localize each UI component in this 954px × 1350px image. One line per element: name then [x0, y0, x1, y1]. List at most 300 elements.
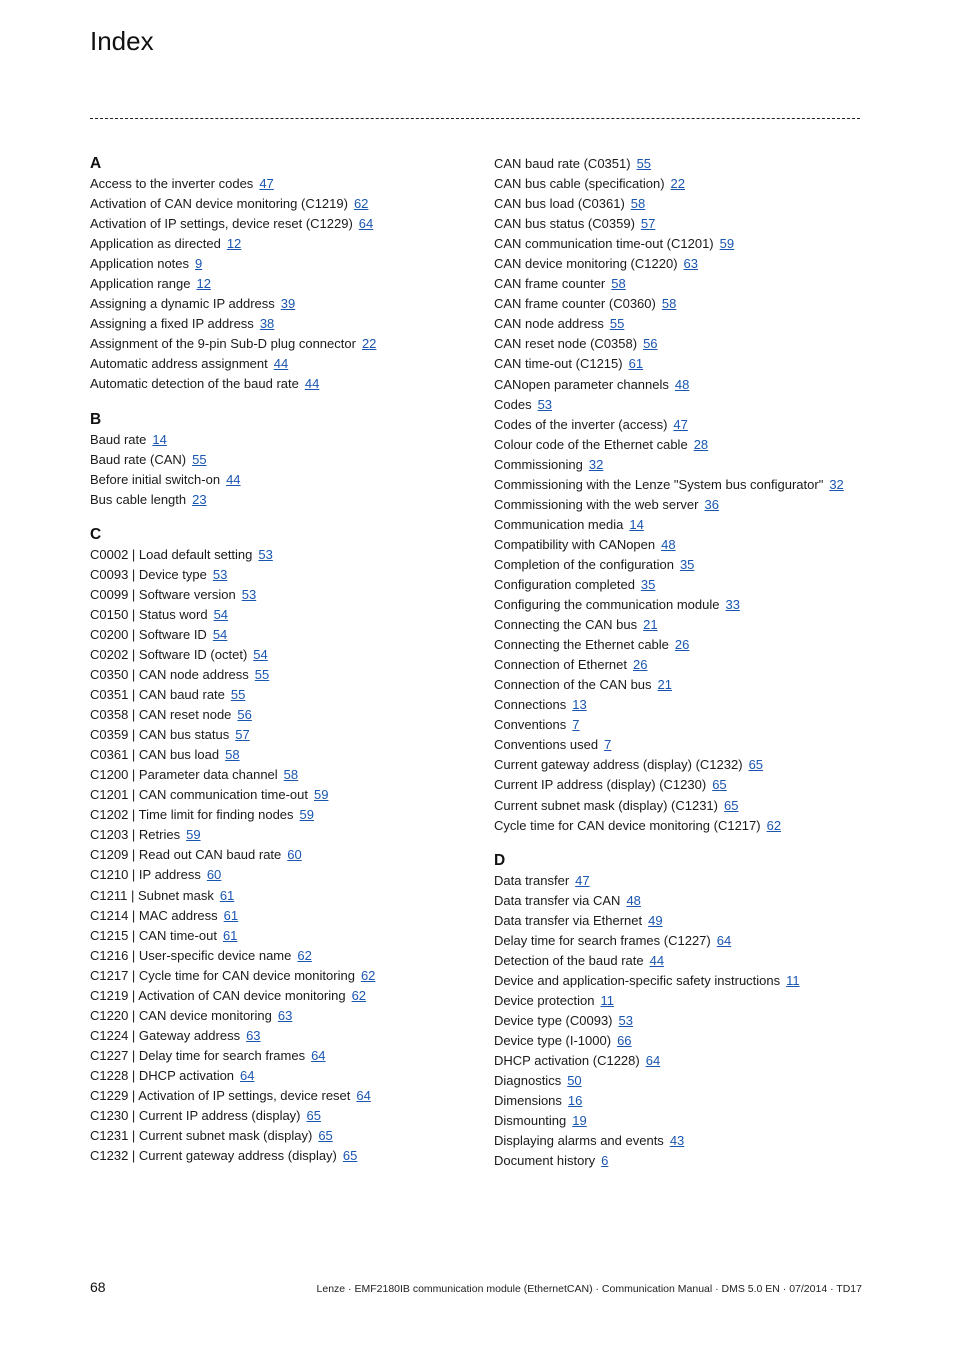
index-entry: [90, 354, 480, 374]
section-letter: D: [494, 851, 506, 869]
page-link[interactable]: 53: [241, 586, 257, 602]
index-entry: [90, 966, 480, 986]
index-entry: [494, 214, 874, 234]
index-entry: [90, 1086, 480, 1106]
page-link[interactable]: 57: [235, 727, 250, 743]
page-link[interactable]: 48: [674, 376, 690, 392]
index-entry: [494, 375, 874, 395]
index-entry-text: Access to the inverter codes: [90, 176, 254, 191]
page-link[interactable]: 63: [683, 256, 698, 272]
index-column-left: [90, 154, 480, 1181]
index-entry-text: Compatibility with CANopen: [494, 536, 656, 552]
index-section: [494, 851, 874, 1172]
page-link[interactable]: 32: [829, 476, 844, 492]
page-link[interactable]: 56: [643, 336, 658, 352]
index-entry-text: Baud rate (CAN): [90, 451, 187, 467]
page-link[interactable]: 14: [629, 516, 644, 532]
index-entry-text: Commissioning with the Lenze "System bus configurator": [494, 476, 824, 492]
page-title: Index: [90, 26, 154, 56]
index-entry-text: Connections: [494, 697, 567, 713]
page-link[interactable]: 65: [342, 1148, 358, 1164]
page-link[interactable]: 44: [649, 952, 665, 968]
index-entry-text: Colour code of the Ethernet cable: [494, 436, 688, 452]
index-entry-text: C1215 | CAN time-out: [90, 927, 217, 943]
index-entry: [90, 194, 480, 214]
page-link[interactable]: 59: [313, 787, 329, 803]
page-link[interactable]: 61: [628, 356, 644, 372]
index-entry-text: CANopen parameter channels: [494, 376, 669, 392]
index-entry-text: C1229 | Activation of IP settings, device reset: [90, 1087, 351, 1103]
index-entry-text: Current gateway address (display) (C1232): [494, 757, 743, 773]
index-entry-text: Assigning a dynamic IP address: [90, 296, 275, 312]
page-link[interactable]: 7: [572, 717, 580, 733]
index-entry-text: C1230 | Current IP address (display): [90, 1108, 301, 1124]
page-link[interactable]: 64: [716, 932, 732, 948]
index-entry-text: C0351 | CAN baud rate: [90, 687, 225, 703]
index-entry: [494, 991, 874, 1011]
index-entry: [90, 665, 480, 685]
index-entry: [494, 971, 874, 991]
index-entry: [90, 174, 480, 194]
index-entry-text: Baud rate: [90, 431, 147, 447]
page-link[interactable]: 12: [196, 276, 211, 292]
index-entry-text: Application notes: [90, 256, 190, 272]
index-entry: [494, 1131, 874, 1151]
index-entry: [90, 294, 480, 314]
page-link[interactable]: 47: [259, 176, 274, 191]
index-entry: [494, 635, 874, 655]
index-entry-text: Data transfer via CAN: [494, 892, 621, 908]
index-entry: [90, 430, 480, 450]
page-link[interactable]: 64: [356, 1087, 371, 1103]
page-link[interactable]: 6: [601, 1153, 609, 1169]
index-entry: [494, 314, 874, 334]
index-entry: [494, 415, 874, 435]
page-link[interactable]: 65: [712, 777, 727, 793]
index-entry-text: Commissioning with the web server: [494, 496, 699, 512]
index-entry: [494, 395, 874, 415]
index-entry: [494, 294, 874, 314]
index-entry-text: C1220 | CAN device monitoring: [90, 1007, 272, 1023]
index-entry-text: C1211 | Subnet mask: [90, 887, 214, 903]
page-link[interactable]: 11: [786, 972, 800, 988]
index-entry: [494, 1071, 874, 1091]
index-entry: [494, 715, 874, 735]
index-entry: [90, 314, 480, 334]
index-entry: [494, 435, 874, 455]
index-entry: [494, 254, 874, 274]
page-link[interactable]: 39: [280, 296, 296, 312]
index-entry: [90, 765, 480, 785]
index-entry-text: C1214 | MAC address: [90, 907, 218, 923]
index-entry: [90, 490, 480, 510]
index-entry-text: Automatic detection of the baud rate: [90, 376, 299, 392]
page-link[interactable]: 55: [254, 666, 270, 682]
index-entry-text: C0350 | CAN node address: [90, 666, 249, 682]
index-entry: [494, 735, 874, 755]
page-link[interactable]: 65: [318, 1128, 333, 1144]
index-entry: [494, 695, 874, 715]
page-link[interactable]: 28: [693, 436, 709, 452]
index-entry: [90, 865, 480, 885]
section-letter: C: [90, 525, 102, 543]
index-entry: [494, 1031, 874, 1051]
page-link[interactable]: 54: [212, 626, 228, 642]
index-entry: [494, 675, 874, 695]
page-link[interactable]: 19: [572, 1113, 587, 1129]
index-entry-text: CAN node address: [494, 316, 604, 332]
index-entry-text: CAN bus load (C0361): [494, 196, 625, 212]
page-link[interactable]: 32: [588, 456, 604, 472]
page-link[interactable]: 9: [195, 256, 203, 272]
page-link[interactable]: 53: [258, 546, 273, 562]
index-entry-text: Commissioning: [494, 456, 583, 472]
index-entry: [90, 470, 480, 490]
index-entry: [90, 725, 480, 745]
index-entry-text: Conventions: [494, 717, 567, 733]
index-entry-text: C0358 | CAN reset node: [90, 707, 232, 723]
index-entry: [494, 1151, 874, 1171]
index-entry-text: Bus cable length: [90, 491, 187, 507]
page-link[interactable]: 55: [230, 687, 246, 703]
page-link[interactable]: 26: [632, 657, 648, 673]
index-entry: [90, 1046, 480, 1066]
index-section: [90, 410, 480, 510]
page-link[interactable]: 50: [567, 1073, 582, 1089]
section-letter: B: [90, 410, 102, 428]
index-entry: [90, 1026, 480, 1046]
header-rule: [90, 118, 860, 119]
index-section: [494, 154, 874, 836]
index-entry-text: C1216 | User-specific device name: [90, 947, 292, 963]
index-section: [90, 525, 480, 1166]
index-entry: [494, 595, 874, 615]
page-link[interactable]: 53: [618, 1012, 633, 1028]
page-link[interactable]: 65: [723, 797, 739, 813]
page-link[interactable]: 16: [567, 1093, 583, 1109]
page-link[interactable]: 53: [212, 566, 228, 582]
index-entry: [90, 685, 480, 705]
page-link[interactable]: 14: [152, 431, 167, 447]
index-entry-text: Codes: [494, 396, 532, 412]
page-link[interactable]: 58: [661, 296, 677, 312]
page-link[interactable]: 63: [246, 1027, 261, 1043]
index-entry: [494, 931, 874, 951]
page-link[interactable]: 65: [748, 757, 764, 773]
page-link[interactable]: 22: [361, 336, 377, 352]
page-link[interactable]: 60: [206, 867, 222, 883]
index-entry: [494, 911, 874, 931]
index-entry-text: C1227 | Delay time for search frames: [90, 1047, 306, 1063]
index-entry-text: C1209 | Read out CAN baud rate: [90, 847, 282, 863]
page-link[interactable]: 56: [237, 707, 252, 723]
page-link[interactable]: 22: [670, 176, 685, 192]
page-link[interactable]: 33: [725, 597, 740, 613]
page-link[interactable]: 54: [253, 646, 268, 662]
index-entry: [90, 1006, 480, 1026]
page-link[interactable]: 59: [719, 236, 735, 252]
index-entry: [90, 906, 480, 926]
index-entry: [494, 354, 874, 374]
page-link[interactable]: 54: [213, 606, 229, 622]
index-entry: [90, 825, 480, 845]
index-entry: [494, 755, 874, 775]
page-link[interactable]: 55: [609, 316, 625, 332]
index-entry-text: Assigning a fixed IP address: [90, 316, 254, 332]
index-entry: [494, 655, 874, 675]
index-entry-text: CAN time-out (C1215): [494, 356, 623, 372]
index-entry-text: C0202 | Software ID (octet): [90, 646, 248, 662]
index-entry: [90, 234, 480, 254]
index-entry-text: Current IP address (display) (C1230): [494, 777, 707, 793]
index-entry-text: CAN frame counter: [494, 276, 606, 292]
index-entry-text: Codes of the inverter (access): [494, 416, 668, 432]
index-entry: [90, 926, 480, 946]
index-entry-text: C1210 | IP address: [90, 867, 201, 883]
page-link[interactable]: 47: [673, 416, 688, 432]
index-entry-text: Device and application-specific safety instructions: [494, 972, 781, 988]
index-entry-text: Application as directed: [90, 236, 221, 252]
page-link[interactable]: 23: [192, 491, 207, 507]
index-entry: [90, 1126, 480, 1146]
index-entry: [90, 565, 480, 585]
page-link[interactable]: 58: [611, 276, 626, 292]
index-entry-text: Dismounting: [494, 1113, 567, 1129]
page-link[interactable]: 66: [617, 1032, 632, 1048]
page-link[interactable]: 7: [604, 737, 612, 753]
index-entry: [90, 745, 480, 765]
index-entry: [494, 1051, 874, 1071]
index-entry: [494, 871, 874, 891]
page-link[interactable]: 62: [353, 196, 369, 212]
index-entry-text: C1232 | Current gateway address (display): [90, 1148, 337, 1164]
index-entry: [90, 805, 480, 825]
page-link[interactable]: 44: [304, 376, 320, 392]
index-entry-text: CAN baud rate (C0351): [494, 156, 631, 171]
index-entry: [90, 334, 480, 354]
index-entry: [90, 645, 480, 665]
page-link[interactable]: 44: [226, 471, 241, 487]
index-entry-text: C1219 | Activation of CAN device monitoring: [90, 987, 346, 1003]
index-entry-text: C1217 | Cycle time for CAN device monitoring: [90, 967, 355, 983]
page-link[interactable]: 48: [626, 892, 641, 908]
index-entry: [90, 845, 480, 865]
index-entry: [494, 234, 874, 254]
index-entry-text: Activation of CAN device monitoring (C1219): [90, 196, 348, 212]
page-link[interactable]: 35: [640, 576, 656, 592]
page-link[interactable]: 38: [259, 316, 275, 332]
index-entry: [494, 1111, 874, 1131]
index-entry: [494, 796, 874, 816]
page-link[interactable]: 62: [360, 967, 376, 983]
index-entry: [494, 615, 874, 635]
index-entry-text: Dimensions: [494, 1093, 562, 1109]
index-entry-text: Cycle time for CAN device monitoring (C1217): [494, 817, 761, 833]
index-entry-text: Connection of the CAN bus: [494, 677, 652, 693]
footer-text: Lenze · EMF2180IB communication module (EthernetCAN) · Communication Manual · DMS 5.0 EN · 07/2014 · TD17: [316, 1283, 862, 1295]
index-entry: [494, 816, 874, 836]
index-entry-text: Document history: [494, 1153, 596, 1169]
index-entry: [494, 475, 874, 495]
index-entry-text: Conventions used: [494, 737, 599, 753]
index-column-right: [494, 154, 874, 1186]
index-entry-text: Device protection: [494, 992, 595, 1008]
index-entry: [494, 515, 874, 535]
index-entry: [494, 535, 874, 555]
index-entry-text: C1202 | Time limit for finding nodes: [90, 807, 294, 823]
page-link[interactable]: 21: [643, 617, 658, 633]
page-link[interactable]: 62: [297, 947, 312, 963]
index-entry: [90, 1146, 480, 1166]
page-link[interactable]: 57: [640, 216, 656, 232]
index-entry: [90, 625, 480, 645]
index-entry: [90, 986, 480, 1006]
page-link[interactable]: 47: [575, 872, 590, 888]
page-link[interactable]: 61: [219, 887, 235, 903]
index-entry-text: Diagnostics: [494, 1073, 562, 1089]
index-entry: [90, 274, 480, 294]
page-link[interactable]: 48: [661, 536, 676, 552]
index-entry: [90, 450, 480, 470]
index-entry-text: C1200 | Parameter data channel: [90, 767, 278, 783]
page-link[interactable]: 59: [299, 807, 314, 823]
index-entry-text: Current subnet mask (display) (C1231): [494, 797, 718, 813]
page-link[interactable]: 53: [537, 396, 553, 412]
index-entry-text: CAN bus status (C0359): [494, 216, 635, 232]
page-link[interactable]: 63: [277, 1007, 293, 1023]
page-link[interactable]: 59: [186, 827, 201, 843]
index-entry-text: C0359 | CAN bus status: [90, 727, 230, 743]
index-entry-text: C1201 | CAN communication time-out: [90, 787, 308, 803]
index-entry-text: C0002 | Load default setting: [90, 546, 253, 562]
index-entry-text: C1203 | Retries: [90, 827, 181, 843]
index-entry: [90, 374, 480, 394]
index-entry-text: DHCP activation (C1228): [494, 1053, 640, 1069]
index-entry: [90, 605, 480, 625]
index-entry: [494, 555, 874, 575]
page-link[interactable]: 62: [351, 987, 367, 1003]
index-entry: [90, 1066, 480, 1086]
index-entry-text: Communication media: [494, 516, 624, 532]
index-entry: [494, 274, 874, 294]
page-link[interactable]: 62: [766, 817, 782, 833]
index-entry-text: CAN bus cable (specification): [494, 176, 665, 192]
index-entry-text: Data transfer via Ethernet: [494, 912, 643, 928]
index-entry: [90, 545, 480, 565]
index-entry-text: Data transfer: [494, 872, 570, 888]
index-entry: [494, 495, 874, 515]
index-entry-text: Device type (C0093): [494, 1012, 613, 1028]
index-entry-text: C1228 | DHCP activation: [90, 1067, 235, 1083]
index-entry-text: CAN reset node (C0358): [494, 336, 638, 352]
index-entry: [494, 951, 874, 971]
page-link[interactable]: 12: [226, 236, 242, 252]
index-entry: [90, 214, 480, 234]
index-entry: [494, 334, 874, 354]
index-entry-text: Before initial switch-on: [90, 471, 221, 487]
page-link[interactable]: 58: [283, 767, 299, 783]
page-number: 68: [90, 1279, 106, 1295]
index-entry: [494, 891, 874, 911]
index-entry-text: Connecting the Ethernet cable: [494, 637, 669, 653]
index-entry-text: Assignment of the 9-pin Sub-D plug connector: [90, 336, 356, 352]
page-link[interactable]: 35: [679, 556, 695, 572]
index-entry: [90, 705, 480, 725]
index-entry-text: C0099 | Software version: [90, 586, 236, 602]
index-entry-text: Configuration completed: [494, 576, 635, 592]
index-entry-text: CAN communication time-out (C1201): [494, 236, 714, 252]
index-entry-text: C0200 | Software ID: [90, 626, 207, 642]
index-entry-text: Connecting the CAN bus: [494, 617, 638, 633]
page-link[interactable]: 58: [630, 196, 646, 212]
index-entry-text: Configuring the communication module: [494, 597, 720, 613]
page-link[interactable]: 64: [311, 1047, 326, 1063]
index-entry: [494, 154, 874, 174]
page-link[interactable]: 58: [225, 747, 240, 763]
index-entry: [90, 886, 480, 906]
index-entry-text: C1231 | Current subnet mask (display): [90, 1128, 313, 1144]
page-link[interactable]: 49: [648, 912, 663, 928]
page-link[interactable]: 64: [240, 1067, 255, 1083]
page-link[interactable]: 61: [223, 907, 239, 923]
index-entry-text: CAN device monitoring (C1220): [494, 256, 678, 272]
index-entry: [494, 775, 874, 795]
index-entry-text: Completion of the configuration: [494, 556, 674, 572]
page-link[interactable]: 44: [273, 356, 289, 372]
index-entry-text: C1224 | Gateway address: [90, 1027, 241, 1043]
page-link[interactable]: 61: [222, 927, 238, 943]
page-link[interactable]: 21: [657, 677, 673, 693]
index-entry-text: Detection of the baud rate: [494, 952, 644, 968]
index-entry: [494, 1091, 874, 1111]
page-link[interactable]: 64: [358, 216, 374, 232]
index-entry-text: Automatic address assignment: [90, 356, 268, 372]
index-entry: [90, 785, 480, 805]
page-link[interactable]: 55: [636, 156, 652, 171]
index-entry-text: Activation of IP settings, device reset (C1229): [90, 216, 353, 232]
page-link[interactable]: 60: [287, 847, 302, 863]
index-entry: [494, 174, 874, 194]
index-entry: [494, 194, 874, 214]
index-entry-text: Connection of Ethernet: [494, 657, 627, 673]
page-link[interactable]: 43: [669, 1133, 685, 1149]
index-section: [90, 154, 480, 395]
page-link[interactable]: 26: [674, 637, 690, 653]
index-entry-text: C0361 | CAN bus load: [90, 747, 220, 763]
index-entry-text: C0093 | Device type: [90, 566, 207, 582]
index-entry-text: Displaying alarms and events: [494, 1133, 664, 1149]
page-link[interactable]: 11: [600, 992, 614, 1008]
index-entry: [494, 575, 874, 595]
index-entry: [90, 1106, 480, 1126]
index-entry: [90, 585, 480, 605]
index-entry: [494, 455, 874, 475]
index-entry-text: Delay time for search frames (C1227): [494, 932, 711, 948]
index-entry-text: C0150 | Status word: [90, 606, 208, 622]
index-entry-text: Application range: [90, 276, 191, 292]
page-link[interactable]: 13: [572, 697, 587, 713]
index-entry: [90, 254, 480, 274]
section-letter: A: [90, 155, 102, 172]
index-entry: [90, 946, 480, 966]
index-entry-text: Device type (I-1000): [494, 1032, 612, 1048]
page-link[interactable]: 55: [192, 451, 207, 467]
page-link[interactable]: 64: [645, 1053, 661, 1069]
page-link[interactable]: 36: [704, 496, 719, 512]
index-entry: [494, 1011, 874, 1031]
index-entry-text: CAN frame counter (C0360): [494, 296, 656, 312]
page-link[interactable]: 65: [306, 1108, 321, 1124]
